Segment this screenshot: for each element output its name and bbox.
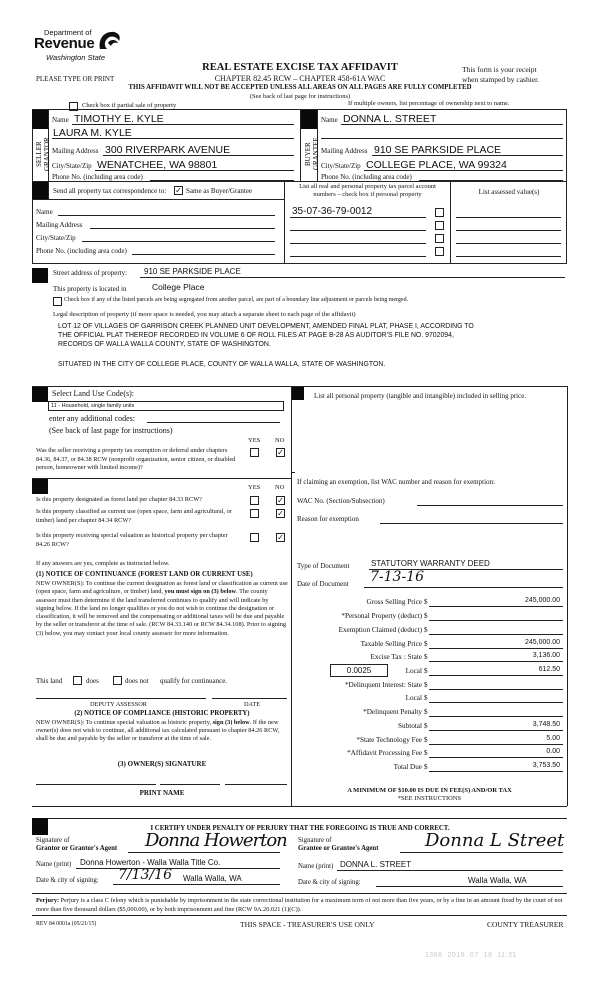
corr-phone-field[interactable]: [132, 254, 275, 255]
perjury-warning: [36, 897, 566, 914]
currency-symbol: $: [424, 763, 428, 771]
forest-land-question: Is this property designated as forest land per chapter 84.33 RCW?: [36, 496, 202, 503]
parcel-number-3[interactable]: [290, 243, 426, 244]
buyer-grantee-label: BUYER GRANTEE: [304, 137, 320, 171]
exemption-no-checkbox[interactable]: ✓: [277, 448, 284, 457]
exemption-yes-checkbox[interactable]: [250, 448, 259, 457]
land-use-section-marker: [32, 387, 48, 402]
grantor-signature[interactable]: Donna Howerton: [145, 830, 287, 851]
assessed-value-3[interactable]: [456, 243, 561, 244]
personal-property-deduct-label: *Personal Property (deduct): [341, 612, 422, 620]
exemption-question: Was the seller receiving a property tax exemption or deferral under chapters 84.36, 84.37, or 84.38 RCW (nonprofit organization, senior citizen, or disabled person, homeowner with limited income)?: [36, 447, 236, 472]
form-revision: REV 84 0001a (05/21/15): [36, 921, 97, 927]
same-as-buyer-label: Same as Buyer/Grantee: [186, 187, 253, 195]
delinquent-penalty-label: *Delinquent Penalty: [363, 708, 422, 716]
notice-continuance-title: (1) NOTICE OF CONTINUANCE (FOREST LAND OR CURRENT USE): [36, 571, 253, 578]
currency-symbol: $: [424, 667, 428, 675]
personal-property-deduct-value[interactable]: [429, 620, 563, 621]
delinquent-penalty-value[interactable]: [429, 716, 563, 717]
same-as-buyer-checkbox[interactable]: ✓: [175, 186, 182, 195]
parcel-number-4[interactable]: [290, 256, 426, 257]
treasurer-space-label: THIS SPACE - TREASURER'S USE ONLY: [240, 920, 375, 929]
seller-section-marker: [32, 110, 48, 129]
legal-description-label: Legal description of property (if more space is needed, you may attach a separate sheet to each page of the affidavit): [53, 311, 356, 318]
reason-field[interactable]: [380, 523, 563, 524]
land-does-checkbox[interactable]: [73, 676, 82, 685]
buyer-mailing-label: Mailing Address: [321, 147, 368, 155]
parcel-number-1[interactable]: 35-07-36-79-0012: [292, 206, 373, 217]
perjury-certification: I CERTIFY UNDER PENALTY OF PERJURY THAT THE FOREGOING IS TRUE AND CORRECT.: [150, 825, 450, 832]
located-in-label: This property is located in: [53, 285, 127, 293]
grantee-sig-label-1: Signature of: [298, 837, 332, 844]
print-name-label: PRINT NAME: [139, 789, 185, 797]
dor-swirl-logo-icon: [96, 29, 122, 53]
land-use-select-value: 11 - Household, single family units: [51, 403, 135, 409]
additional-codes-field[interactable]: [147, 422, 280, 423]
wac-field[interactable]: [417, 505, 563, 506]
corr-city-label: City/State/Zip: [36, 234, 76, 242]
currency-symbol: $: [424, 681, 428, 689]
land-does-not-label: does not: [125, 677, 149, 685]
current-use-question: Is this property classified as current use (open space, farm and agricultural, or timber) land per chapter 84.34 RCW?: [36, 508, 232, 524]
land-use-no-header: NO: [275, 437, 285, 444]
parcel-4-personal-checkbox[interactable]: [435, 247, 444, 256]
owner-signature-label: (3) OWNER(S) SIGNATURE: [117, 760, 207, 768]
corr-mailing-label: Mailing Address: [36, 221, 83, 229]
gross-price-value[interactable]: 245,000.00: [524, 597, 560, 604]
treasurer-receipt-stamp: 1368 2016 07 19 11:31: [425, 952, 517, 959]
assessed-value-4[interactable]: [456, 256, 561, 257]
segregated-label: Check box if any of the listed parcels are being segregated from another parcel, are part of a boundary line adjustment or parcels being merged.: [64, 297, 409, 303]
seller-name-label: Name: [52, 116, 69, 124]
grantor-sig-label-1: Signature of: [36, 837, 70, 844]
notice-continuance-bold: you must sign on (3) below: [164, 588, 237, 596]
land-use-see-back: (See back of last page for instructions): [49, 426, 173, 435]
subtotal-value[interactable]: 3,748.50: [532, 721, 560, 728]
land-does-not-checkbox[interactable]: [113, 676, 122, 685]
owner-signature-line-3[interactable]: [225, 784, 287, 785]
excise-state-value[interactable]: 3,136.00: [532, 652, 560, 659]
form-chapter: CHAPTER 82.45 RCW – CHAPTER 458-61A WAC: [214, 74, 386, 83]
exemption-deduct-label: Exemption Claimed (deduct): [338, 626, 422, 634]
excise-local-label: Local: [405, 667, 422, 675]
designation-yes-header: YES: [248, 484, 261, 491]
seller-grantor-label: SELLER GRANTOR: [35, 137, 51, 171]
receipt-note-2: when stamped by cashier.: [462, 75, 540, 84]
currency-symbol: $: [424, 626, 428, 634]
delinquent-interest-local-label: Local: [405, 694, 422, 702]
perjury-warning-bold: Perjury:: [36, 897, 60, 904]
seller-mailing-label: Mailing Address: [52, 147, 99, 155]
seller-name-2[interactable]: LAURA M. KYLE: [53, 127, 132, 139]
buyer-name-2-line[interactable]: [321, 138, 563, 139]
deputy-assessor-signature-line[interactable]: [36, 698, 206, 699]
minimum-due-note: A MINIMUM OF $10.00 IS DUE IN FEE(S) AND/OR TAX: [347, 787, 512, 794]
current-use-no-checkbox[interactable]: ✓: [277, 509, 284, 518]
designation-no-header: NO: [275, 484, 285, 491]
assessed-header: List assessed value(s): [478, 188, 540, 196]
delinquent-interest-state-label: *Delinquent Interest: State: [344, 681, 422, 689]
form-title: REAL ESTATE EXCISE TAX AFFIDAVIT: [202, 62, 398, 73]
corr-phone-label: Phone No. (including area code): [36, 247, 127, 255]
parcel-number-2[interactable]: [290, 230, 426, 231]
excise-local-value[interactable]: 612.50: [538, 666, 560, 673]
corr-name-label: Name: [36, 208, 53, 216]
grantor-sig-label-2: Grantor or Grantor's Agent: [36, 845, 118, 852]
grantor-city[interactable]: Walla Walla, WA: [183, 874, 242, 883]
land-use-yes-header: YES: [248, 437, 261, 444]
corr-mailing-field[interactable]: [90, 228, 275, 229]
logo-state: Washington State: [46, 53, 106, 62]
grantee-sig-label-2: Grantee or Grantee's Agent: [298, 845, 379, 852]
parcel-header-2: numbers – check box if personal property: [313, 191, 422, 198]
grantee-city[interactable]: Walla Walla, WA: [468, 876, 527, 885]
notice-compliance-title: (2) NOTICE OF COMPLIANCE (HISTORIC PROPERTY): [74, 710, 250, 717]
parcel-3-personal-checkbox[interactable]: [435, 234, 444, 243]
excise-state-label: Excise Tax : State: [370, 653, 422, 661]
grantee-date-label: Date & city of signing:: [298, 879, 361, 886]
seller-phone-label: Phone No. (including area code): [52, 173, 143, 181]
parcel-1-personal-checkbox[interactable]: [435, 208, 444, 217]
legal-line-2: THE OFFICIAL PLAT THEREOF RECORDED IN VOLUME 6 OF ROLL FILES AT PAGE B-28 AS AUDITOR'S FILE NO. 9702094,: [58, 332, 454, 339]
owner-signature-line-2[interactable]: [160, 784, 220, 785]
currency-symbol: $: [424, 598, 428, 606]
notice-compliance-bold: sign (3) below: [212, 719, 250, 726]
located-in[interactable]: College Place: [152, 282, 205, 292]
buyer-name-label: Name: [321, 116, 338, 124]
notice-compliance-a: NEW OWNER(S): To continue special valuation as historic property,: [36, 719, 212, 726]
buyer-city[interactable]: COLLEGE PLACE, WA 99324: [366, 159, 507, 171]
legal-line-3: RECORDS OF WALLA WALLA COUNTY, STATE OF WASHINGTON.: [58, 341, 271, 348]
total-due-value[interactable]: 3,753.50: [532, 762, 560, 769]
buyer-city-label: City/State/Zip: [321, 162, 361, 170]
grantee-name-label: Name (print): [298, 863, 334, 870]
receipt-note-1: This form is your receipt: [462, 65, 537, 74]
perjury-warning-text: Perjury is a class C felony which is punishable by imprisonment in the state correctional institution for a maximum term of not more than five years, or by a fine in an amount fixed by the court of not more than five thousand dollars ($5,000.00), or by both imprisonment and fine (RCW 9A.20.021 (1)(C)).: [36, 897, 563, 913]
additional-codes-label: enter any additional codes:: [49, 414, 135, 423]
wac-label: WAC No. (Section/Subsection): [297, 497, 385, 505]
forest-yes-checkbox[interactable]: [250, 496, 259, 505]
currency-symbol: $: [424, 653, 428, 661]
owner-signature-line-1[interactable]: [36, 784, 156, 785]
grantor-name-label: Name (print): [36, 861, 72, 868]
notice-continuance-b: . The county assessor must then determine if the land transferred continues to qualify and will indicate by signing below. If the land no longer qualifies or you do not wish to continue the designation or classification, it will be removed and the compensating or additional taxes will be due and payable by the seller or transferor at the time of sale. (RCW 84.33.140 or RCW 84.34.108). Prior to signing (3) below, you may contact your local county assessor for more information.: [36, 588, 287, 637]
dor-logo: [34, 26, 130, 66]
seller-city-label: City/State/Zip: [52, 162, 92, 170]
technology-fee-label: *State Technology Fee: [356, 736, 422, 744]
historic-yes-checkbox[interactable]: [250, 533, 259, 542]
see-instructions-note: *SEE INSTRUCTIONS: [397, 795, 462, 802]
land-does-label: does: [86, 677, 99, 685]
assessed-value-1[interactable]: [456, 217, 561, 218]
buyer-name-1[interactable]: DONNA L. STREET: [343, 113, 437, 125]
street-address-label: Street address of property:: [53, 269, 128, 277]
grantor-date[interactable]: 7/13/16: [118, 867, 172, 883]
currency-symbol: $: [424, 722, 428, 730]
partial-sale-label: Check box if partial sale of property: [82, 102, 177, 109]
assessed-value-2[interactable]: [456, 230, 561, 231]
parcel-header-1: List all real and personal property tax parcel account: [299, 183, 436, 190]
grantee-name[interactable]: DONNA L. STREET: [340, 860, 412, 869]
qualify-label: qualify for continuance.: [160, 677, 228, 685]
currency-symbol: $: [424, 708, 428, 716]
correspondence-label: Send all property tax correspondence to:: [53, 187, 167, 195]
corr-city-field[interactable]: [82, 241, 275, 242]
buyer-phone-label: Phone No. (including area code): [321, 173, 412, 181]
historic-question: Is this property receiving special valuation as historical property per chapter 84.26 RCW?: [36, 532, 228, 548]
currency-symbol: $: [424, 749, 428, 757]
multiple-owners-note: If multiple owners, list percentage of ownership next to name.: [348, 100, 510, 107]
seller-city[interactable]: WENATCHEE, WA 98801: [97, 159, 218, 171]
county-treasurer-label: COUNTY TREASURER: [487, 920, 564, 929]
reason-label: Reason for exemption: [297, 515, 359, 523]
notice-continuance-text: [36, 580, 288, 638]
correspondence-section-marker: [32, 182, 48, 199]
exemption-deduct-value[interactable]: [429, 634, 563, 635]
this-land-label: This land: [36, 677, 63, 685]
personal-property-label: List all personal property (tangible and intangible) included in selling price.: [314, 392, 527, 400]
notice-continuance-a: NEW OWNER(S): To continue the current designation as forest land or classification as current use (open space, farm and agriculture, or timber) land,: [36, 580, 288, 596]
current-use-yes-checkbox[interactable]: [250, 509, 259, 518]
instructions-note: (See back of last page for instructions): [249, 93, 351, 100]
grantor-name[interactable]: Donna Howerton - Walla Walla Title Co.: [80, 858, 221, 867]
seller-mailing[interactable]: 300 RIVERPARK AVENUE: [105, 144, 231, 156]
doc-type[interactable]: STATUTORY WARRANTY DEED: [371, 559, 490, 568]
street-address[interactable]: 910 SE PARKSIDE PLACE: [144, 267, 241, 276]
designation-section-marker: [32, 479, 48, 494]
please-type: PLEASE TYPE OR PRINT: [36, 75, 115, 83]
if-yes-note: If any answers are yes, complete as instructed below.: [36, 560, 170, 567]
property-section-marker: [32, 268, 48, 283]
doc-date[interactable]: 7-13-16: [370, 569, 424, 585]
gross-price-label: Gross Selling Price: [366, 598, 422, 606]
buyer-section-marker: [301, 110, 317, 129]
doc-type-label: Type of Document: [297, 562, 350, 570]
forest-no-checkbox[interactable]: ✓: [277, 496, 284, 505]
notice-compliance-text: [36, 719, 288, 743]
subtotal-label: Subtotal: [398, 722, 422, 730]
local-rate-box[interactable]: [330, 664, 388, 677]
delinquent-interest-state-value[interactable]: [429, 689, 563, 690]
delinquent-interest-local-value[interactable]: [429, 702, 563, 703]
land-use-select[interactable]: [48, 401, 284, 411]
acceptance-warning: THIS AFFIDAVIT WILL NOT BE ACCEPTED UNLESS ALL AREAS ON ALL PAGES ARE FULLY COMPLETED: [128, 84, 472, 91]
parcel-2-personal-checkbox[interactable]: [435, 221, 444, 230]
local-rate: 0.0025: [346, 666, 372, 675]
assessor-date-line[interactable]: [212, 698, 287, 699]
currency-symbol: $: [424, 736, 428, 744]
assessor-date-label: DATE: [244, 701, 261, 708]
notice-compliance-b: . If the new owner(s) does not wish to continue, all additional tax calculated pursuant to chapter 84.26 RCW, shall be due and payable by the seller or transferor at the time of sale.: [36, 719, 280, 742]
grantee-signature[interactable]: Donna L Street: [425, 830, 565, 851]
segregated-checkbox[interactable]: [53, 297, 62, 306]
legal-line-4: SITUATED IN THE CITY OF COLLEGE PLACE, COUNTY OF WALLA WALLA, STATE OF WASHINGTON.: [58, 361, 386, 368]
processing-fee-value[interactable]: 0.00: [546, 748, 560, 755]
legal-line-1: LOT 12 OF VILLAGES OF GARRISON CREEK PLANNED UNIT DEVELOPMENT, AMENDED FINAL PLAT, PHASE I, ACCORDING TO: [58, 323, 474, 330]
deputy-assessor-label: DEPUTY ASSESSOR: [90, 701, 147, 708]
seller-name-1[interactable]: TIMOTHY E. KYLE: [74, 113, 164, 125]
taxable-price-value[interactable]: 245,000.00: [524, 639, 560, 646]
buyer-mailing[interactable]: 910 SE PARKSIDE PLACE: [374, 144, 502, 156]
exemption-label: If claiming an exemption, list WAC number and reason for exemption:: [297, 478, 495, 486]
processing-fee-label: *Affidavit Processing Fee: [347, 749, 422, 757]
currency-symbol: $: [424, 640, 428, 648]
personal-property-section-marker: [292, 387, 304, 400]
corr-name-field[interactable]: [58, 215, 275, 216]
doc-date-label: Date of Document: [297, 580, 349, 588]
land-use-label: Select Land Use Code(s):: [52, 389, 134, 398]
currency-symbol: $: [424, 612, 428, 620]
certification-section-marker: [32, 818, 48, 835]
technology-fee-value[interactable]: 5.00: [546, 735, 560, 742]
taxable-price-label: Taxable Selling Price: [360, 640, 422, 648]
total-due-label: Total Due: [393, 763, 422, 771]
historic-no-checkbox[interactable]: ✓: [277, 533, 284, 542]
currency-symbol: $: [424, 694, 428, 702]
logo-revenue: Revenue: [34, 35, 95, 52]
logo-department: Department of: [44, 28, 92, 37]
grantor-date-label: Date & city of signing:: [36, 877, 99, 884]
